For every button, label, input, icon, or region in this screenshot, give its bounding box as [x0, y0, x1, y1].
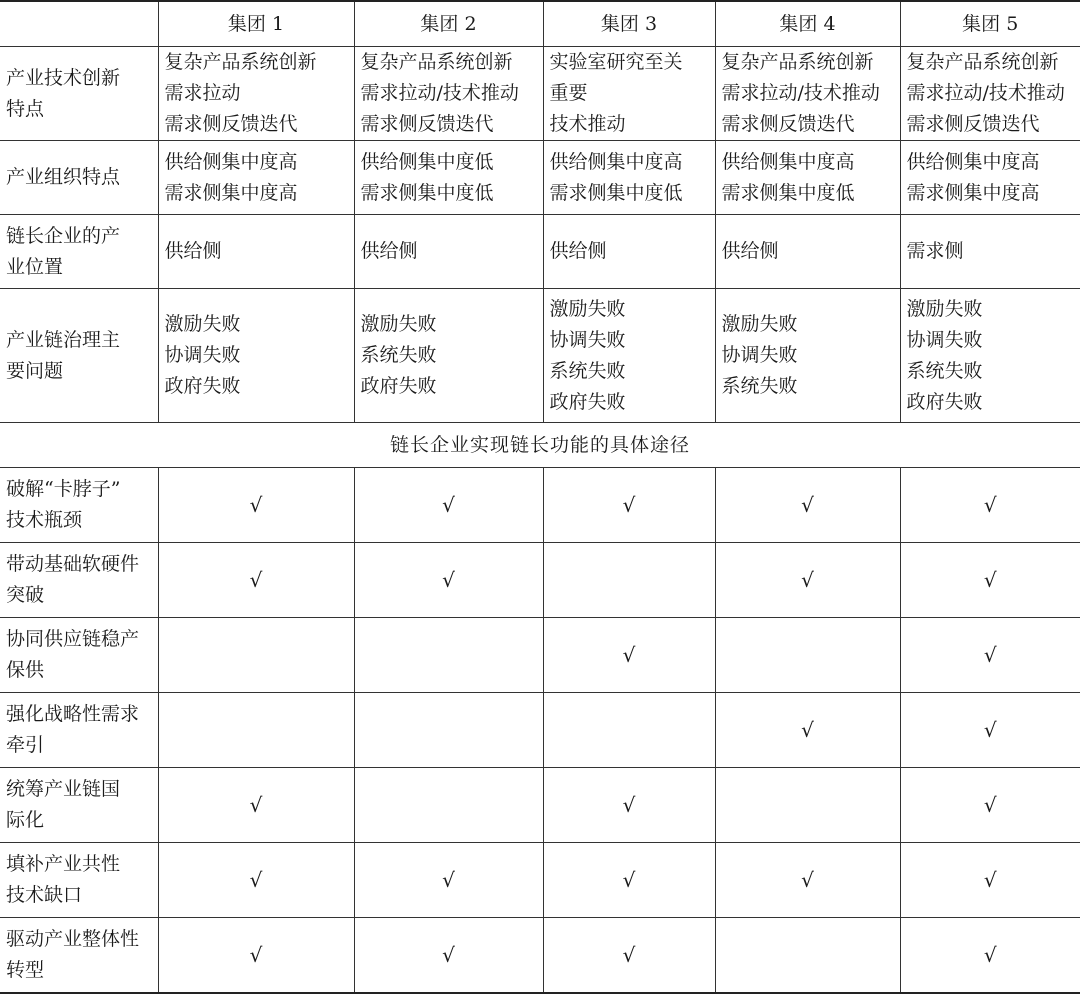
checkmark-icon: √ [983, 942, 997, 967]
cell-line: 系统失败 [360, 344, 437, 366]
check-cell [158, 543, 354, 618]
cell-line: 带动基础软硬件 [6, 553, 140, 575]
cell-line: 协调失败 [549, 328, 626, 351]
cell-line: 重要 [549, 82, 588, 104]
checkmark-icon: √ [249, 867, 263, 892]
cell-line: 复杂产品系统创新 [164, 51, 317, 73]
cell-line: 特点 [6, 97, 45, 120]
checkmark-icon: √ [801, 567, 814, 592]
check-cell [354, 618, 543, 693]
check-cell [158, 468, 354, 543]
check-cell [158, 918, 354, 994]
row-label [0, 768, 158, 843]
checkmark-icon: √ [249, 492, 263, 517]
checkmark-icon: √ [983, 792, 997, 817]
row-label [0, 141, 158, 215]
row-label [0, 289, 158, 423]
table-cell [543, 289, 715, 423]
row-label [0, 693, 158, 768]
check-cell [158, 768, 354, 843]
check-cell [354, 543, 543, 618]
cell-line: 际化 [6, 809, 45, 831]
checkmark-icon: √ [249, 567, 263, 592]
table-cell [715, 215, 900, 289]
table-row [0, 918, 1080, 994]
checkmark-icon: √ [983, 717, 997, 742]
cell-line: 供给侧集中度低 [360, 150, 494, 173]
cell-line: 复杂产品系统创新 [360, 51, 513, 73]
cell-line: 需求侧反馈迭代 [906, 113, 1040, 135]
checkmark-icon: √ [622, 867, 636, 892]
cell-line: 产业技术创新 [6, 66, 121, 89]
table-cell [715, 47, 900, 141]
row-label [0, 215, 158, 289]
check-cell [543, 468, 715, 543]
cell-line: 系统失败 [906, 359, 983, 382]
check-cell [543, 693, 715, 768]
section-title: 链长企业实现链长功能的具体途径 [0, 423, 1080, 468]
table-cell [900, 47, 1080, 141]
cell-line: 供给侧 [549, 240, 607, 262]
table-body [0, 1, 1080, 993]
cell-line: 需求侧集中度低 [360, 181, 494, 204]
column-header: 集团 2 [354, 1, 543, 47]
check-cell [543, 768, 715, 843]
cell-line: 供给侧集中度高 [721, 150, 855, 173]
row-label [0, 468, 158, 543]
cell-line: 需求侧集中度高 [906, 181, 1040, 204]
cell-line: 协同供应链稳产 [6, 628, 140, 650]
table-row [0, 843, 1080, 918]
checkmark-icon: √ [442, 492, 455, 517]
cell-line: 破解“卡脖子” [6, 478, 121, 500]
cell-line: 协调失败 [164, 344, 241, 366]
cell-line: 激励失败 [549, 297, 626, 320]
check-cell [354, 918, 543, 994]
cell-line: 需求侧集中度高 [164, 181, 298, 204]
row-label [0, 618, 158, 693]
check-cell [900, 468, 1080, 543]
check-cell [715, 918, 900, 994]
cell-line: 激励失败 [360, 313, 437, 335]
table-cell [354, 141, 543, 215]
table-cell [900, 215, 1080, 289]
checkmark-icon: √ [442, 867, 455, 892]
check-cell [715, 543, 900, 618]
cell-line: 需求侧集中度低 [549, 181, 683, 204]
cell-line: 系统失败 [549, 359, 626, 382]
check-cell [354, 843, 543, 918]
check-cell [543, 543, 715, 618]
table-cell [543, 215, 715, 289]
table-cell [354, 289, 543, 423]
table-cell [715, 141, 900, 215]
cell-line: 供给侧 [360, 240, 418, 262]
row-label [0, 843, 158, 918]
cell-line: 强化战略性需求 [6, 703, 140, 725]
cell-line: 产业组织特点 [6, 166, 121, 188]
checkmark-icon: √ [442, 567, 455, 592]
cell-line: 供给侧 [164, 240, 222, 262]
cell-line: 需求拉动/技术推动 [721, 82, 880, 104]
column-header: 集团 3 [543, 1, 715, 47]
check-cell [715, 618, 900, 693]
checkmark-icon: √ [983, 867, 997, 892]
check-cell [543, 618, 715, 693]
table-row [0, 141, 1080, 215]
checkmark-icon: √ [801, 717, 814, 742]
cell-line: 技术瓶颈 [6, 509, 83, 531]
cell-line: 政府失败 [164, 375, 241, 397]
check-cell [900, 693, 1080, 768]
table-row [0, 768, 1080, 843]
cell-line: 产业链治理主 [6, 328, 121, 351]
table-row [0, 289, 1080, 423]
table-cell [158, 47, 354, 141]
cell-line: 需求拉动 [164, 82, 241, 104]
check-cell [715, 693, 900, 768]
checkmark-icon: √ [983, 642, 997, 667]
cell-line: 技术推动 [549, 113, 626, 135]
cell-line: 需求拉动/技术推动 [906, 82, 1065, 104]
checkmark-icon: √ [622, 642, 636, 667]
checkmark-icon: √ [801, 867, 814, 892]
checkmark-icon: √ [801, 492, 814, 517]
table-row [0, 468, 1080, 543]
table-cell [158, 141, 354, 215]
table-cell [354, 47, 543, 141]
cell-line: 填补产业共性 [6, 853, 121, 875]
cell-line: 要问题 [6, 359, 64, 382]
checkmark-icon: √ [249, 942, 263, 967]
cell-line: 突破 [6, 584, 45, 606]
check-cell [900, 768, 1080, 843]
checkmark-icon: √ [249, 792, 263, 817]
cell-line: 驱动产业整体性 [6, 928, 140, 950]
cell-line: 业位置 [6, 255, 64, 278]
table-cell [900, 141, 1080, 215]
check-cell [543, 843, 715, 918]
cell-line: 协调失败 [906, 328, 983, 351]
cell-line: 政府失败 [549, 390, 626, 413]
check-cell [900, 918, 1080, 994]
table-cell [543, 141, 715, 215]
cell-line: 复杂产品系统创新 [906, 51, 1059, 73]
cell-line: 复杂产品系统创新 [721, 51, 874, 73]
cell-line: 供给侧 [721, 240, 779, 262]
cell-line: 供给侧集中度高 [164, 150, 298, 173]
cell-line: 需求侧反馈迭代 [164, 113, 298, 135]
table-cell [715, 289, 900, 423]
table-cell [354, 215, 543, 289]
cell-line: 供给侧集中度高 [906, 150, 1040, 173]
table-cell [158, 289, 354, 423]
cell-line: 需求侧集中度低 [721, 181, 855, 204]
cell-line: 链长企业的产 [6, 224, 121, 247]
table-cell [900, 289, 1080, 423]
header-corner [0, 1, 158, 47]
check-cell [900, 618, 1080, 693]
check-cell [354, 468, 543, 543]
cell-line: 系统失败 [721, 375, 798, 397]
check-cell [715, 468, 900, 543]
check-cell [900, 843, 1080, 918]
row-label [0, 918, 158, 994]
table-row [0, 215, 1080, 289]
cell-line: 统筹产业链国 [6, 778, 121, 800]
cell-line: 保供 [6, 659, 45, 681]
checkmark-icon: √ [622, 492, 636, 517]
table-row [0, 47, 1080, 141]
check-cell [715, 768, 900, 843]
check-cell [715, 843, 900, 918]
cell-line: 供给侧集中度高 [549, 150, 683, 173]
cell-line: 技术缺口 [6, 884, 83, 906]
table-row [0, 543, 1080, 618]
checkmark-icon: √ [983, 492, 997, 517]
check-cell [158, 843, 354, 918]
row-label [0, 47, 158, 141]
checkmark-icon: √ [983, 567, 997, 592]
table-row [0, 693, 1080, 768]
table-cell [158, 215, 354, 289]
cell-line: 激励失败 [164, 313, 241, 335]
row-label [0, 543, 158, 618]
table-cell [543, 47, 715, 141]
column-header: 集团 4 [715, 1, 900, 47]
header-row [0, 1, 1080, 47]
cell-line: 政府失败 [360, 375, 437, 397]
check-cell [354, 693, 543, 768]
cell-line: 需求侧反馈迭代 [360, 113, 494, 135]
cell-line: 协调失败 [721, 344, 798, 366]
cell-line: 实验室研究至关 [549, 51, 683, 73]
cell-line: 转型 [6, 959, 45, 981]
checkmark-icon: √ [622, 792, 636, 817]
check-cell [158, 618, 354, 693]
checkmark-icon: √ [442, 942, 455, 967]
cell-line: 需求拉动/技术推动 [360, 82, 519, 104]
cell-line: 需求侧 [906, 240, 964, 262]
cell-line: 牵引 [6, 734, 45, 756]
cell-line: 激励失败 [906, 297, 983, 320]
check-cell [158, 693, 354, 768]
cell-line: 激励失败 [721, 313, 798, 335]
column-header: 集团 1 [158, 1, 354, 47]
checkmark-icon: √ [622, 942, 636, 967]
check-cell [543, 918, 715, 994]
table-row [0, 618, 1080, 693]
check-cell [900, 543, 1080, 618]
cell-line: 需求侧反馈迭代 [721, 113, 855, 135]
section-row [0, 423, 1080, 468]
column-header: 集团 5 [900, 1, 1080, 47]
cell-line: 政府失败 [906, 390, 983, 413]
check-cell [354, 768, 543, 843]
